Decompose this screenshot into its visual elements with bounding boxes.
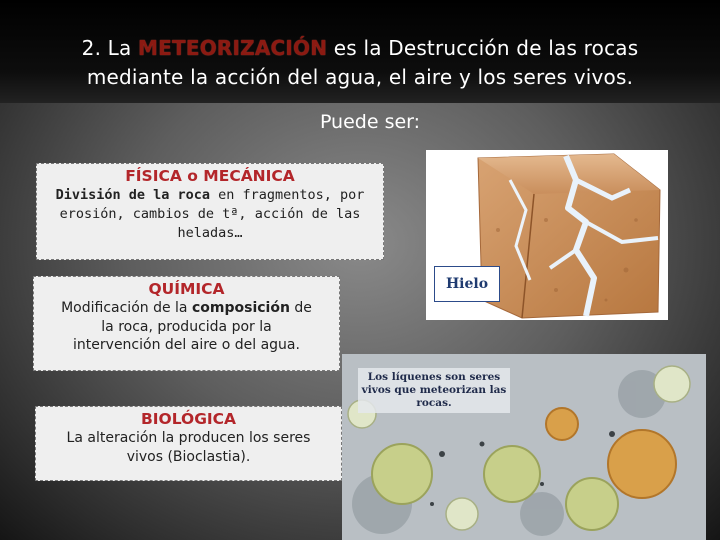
box-quimica-line2: la roca, producida por la [101, 318, 272, 335]
box-fisica-heading: FÍSICA o MECÁNICA [125, 167, 295, 185]
box-quimica-suffix: de [289, 300, 312, 316]
title-highlight: METEORIZACIÓN [138, 36, 328, 60]
box-quimica-prefix: Modificación de la [61, 300, 192, 316]
box-quimica-bold: composición [191, 300, 290, 316]
box-quimica-line3: intervención del aire o del agua. [73, 337, 300, 353]
box-biologica-text [36, 429, 341, 466]
box-fisica-line3: heladas… [177, 225, 243, 241]
box-biologica-heading: BIOLÓGICA [140, 410, 237, 428]
box-biologica-line2: vivos (Bioclastia). [126, 448, 251, 465]
box-fisica-line2: erosión, cambios de tª, acción de las [59, 206, 361, 222]
box-fisica [36, 163, 384, 260]
hielo-label: Hielo [434, 266, 500, 302]
title-suffix: es la Destrucción de las rocas [327, 36, 639, 60]
slide-title [0, 34, 720, 92]
title-line-1 [0, 34, 720, 63]
box-biologica-line1: La alteración la producen los seres [66, 430, 311, 446]
box-fisica-bold: División de la roca [55, 187, 210, 203]
subtitle: Puede ser: [319, 111, 421, 133]
box-quimica [33, 276, 340, 371]
title-line-2: mediante la acción del agua, el aire y los seres vivos. [86, 65, 634, 89]
box-fisica-rest: en fragmentos, por [210, 187, 365, 203]
box-biologica [35, 406, 342, 481]
lichen-caption: Los líquenes son seres vivos que meteorizan las rocas. [358, 368, 510, 413]
box-quimica-text [34, 299, 339, 355]
title-prefix: 2. La [81, 36, 139, 60]
box-quimica-heading: QUÍMICA [148, 280, 225, 298]
box-fisica-text [37, 186, 383, 243]
